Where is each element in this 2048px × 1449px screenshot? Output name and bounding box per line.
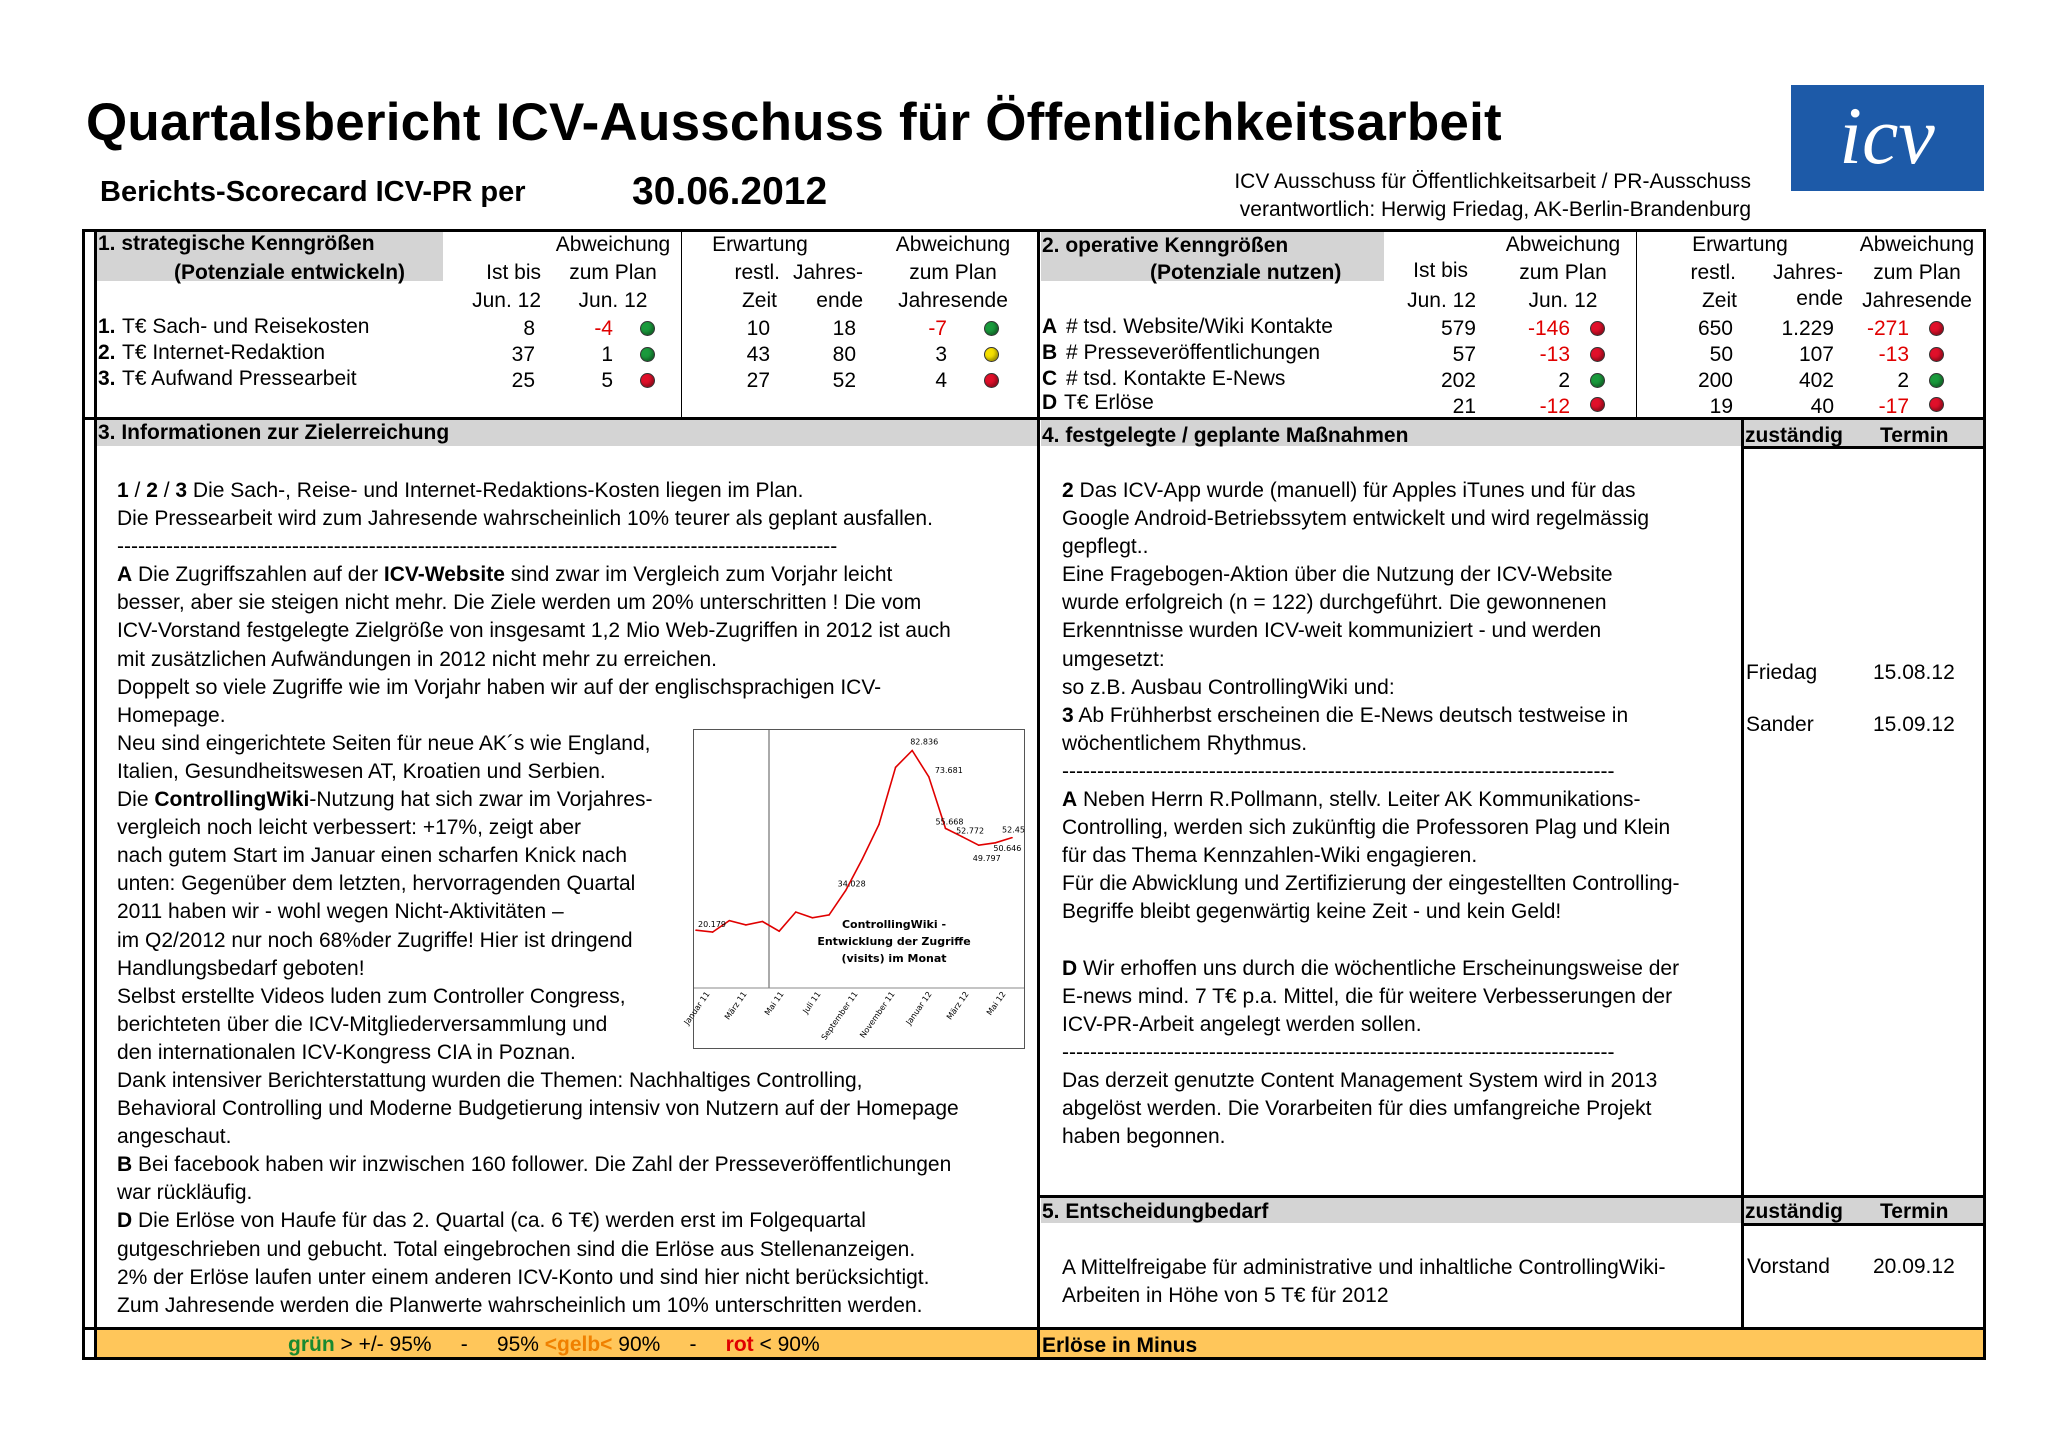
strategic-h-abwj-end: Jahresende: [898, 289, 1008, 312]
measures-title: 4. festgelegte / geplante Maßnahmen: [1042, 424, 1409, 447]
chart-title-line3: (visits) im Monat: [841, 952, 947, 965]
info-title: 3. Informationen zur Zielerreichung: [98, 421, 450, 444]
status-red-icon: [1590, 347, 1605, 362]
operative-h-ist-date: Jun. 12: [1407, 289, 1476, 312]
status-red-icon: [1590, 397, 1605, 412]
strategic-h-abw-date: Jun. 12: [578, 289, 648, 312]
status-red-icon: [984, 373, 999, 388]
chart-data-label: 20.179: [698, 920, 726, 930]
chart-point: [928, 776, 930, 778]
chart-point: [978, 844, 980, 846]
measures-text: 2 Das ICV-App wurde (manuell) für Apples iTunes und für das Google Android-Betriebssytem entwickelt und wird regelmässig gepflegt.. Eine Fragebogen-Aktion über die Nutzung der ICV-Website wurde erfolgreich (n = 122) durchgeführt. Die gewonnenen Erkenntnisse wurden ICV-weit kommuniziert - und werden umgesetzt: so z.B. Ausbau ControllingWiki und: 3 Ab Frühherbst erscheinen die E-News deutsch testweise in wöchentlichem Rhythmus. ------------------------------------------------------------------------------- A Neben Herrn R.Pollmann, stellv. Leiter AK Kommunikations- Controlling, werden sich zukünftig die Professoren Plag und Klein für das Thema Kennzahlen-Wiki engagieren. Für die Abwicklung und Zertifizierung der eingestellten Controlling- Begriffe bleibt gegenwärtig keine Zeit - und kein Geld! D Wir erhoffen uns durch die wöchentliche Erscheinungsweise der E-news mind. 7 T€ p.a. Mittel, die für weitere Verbesserungen der ICV-PR-Arbeit angelegt werden sollen. ------------------------------------------------------------------------------- Das derzeit genutzte Content Management System wird in 2013 abgelöst werden. Die Vorarbeiten für dies umfangreiche Projekt haben begonnen.: [1062, 479, 1680, 1149]
status-red-icon: [1929, 397, 1944, 412]
controllingwiki-line-chart: [682, 730, 1025, 1048]
chart-title-line1: ControllingWiki -: [841, 918, 947, 931]
chart-point: [911, 750, 913, 752]
chart-point: [762, 921, 764, 923]
chart-point: [828, 914, 830, 916]
legend-revenue-label: Erlöse in Minus: [1042, 1334, 1198, 1357]
svg-text:icv: icv: [1839, 90, 1935, 181]
chart-x-tick-label: Januar 11: [682, 989, 712, 1027]
icv-logo: [1791, 85, 1984, 191]
operative-h-abwj-plan: zum Plan: [1873, 261, 1961, 284]
status-green-icon: [984, 321, 999, 336]
measure-date-1: 15.08.12: [1873, 661, 1955, 684]
strategic-h-ist-date: Jun. 12: [472, 289, 541, 312]
operative-h-zeit: Zeit: [1701, 289, 1737, 312]
status-green-icon: [640, 321, 655, 336]
operative-subtitle: (Potenziale nutzen): [1150, 261, 1342, 284]
decision-col-date: Termin: [1880, 1200, 1949, 1223]
chart-data-label: 50.646: [993, 843, 1022, 853]
status-red-icon: [1929, 347, 1944, 362]
chart-point: [878, 824, 880, 826]
chart-x-tick-label: Juli 11: [801, 989, 823, 1016]
operative-h-ende: ende: [1796, 287, 1843, 310]
decision-resp: Vorstand: [1747, 1255, 1830, 1278]
status-green-icon: [1590, 373, 1605, 388]
strategic-h-ende: ende: [816, 289, 863, 312]
measures-col-resp: zuständig: [1745, 424, 1843, 447]
operative-h-ist: Ist bis: [1413, 259, 1468, 282]
chart-point: [961, 836, 963, 838]
chart-x-tick-label: März 11: [722, 989, 749, 1022]
strategic-h-abwj: Abweichung: [895, 233, 1011, 256]
operative-h-abwj: Abweichung: [1859, 233, 1975, 256]
strategic-h-abwj-plan: zum Plan: [909, 261, 997, 284]
chart-data-label: 55.668: [935, 817, 964, 827]
status-red-icon: [640, 373, 655, 388]
decision-date: 20.09.12: [1873, 1255, 1955, 1278]
measure-resp-2: Sander: [1746, 713, 1814, 736]
strategic-h-restl: restl.: [734, 261, 780, 284]
chart-point: [712, 931, 714, 933]
strategic-h-abw-plan: zum Plan: [569, 261, 657, 284]
status-green-icon: [640, 347, 655, 362]
chart-data-label: 49.797: [972, 854, 1001, 864]
chart-point: [845, 890, 847, 892]
strategic-h-erw: Erwartung: [712, 233, 808, 256]
chart-data-label: 73.681: [934, 765, 963, 775]
chart-point: [778, 930, 780, 932]
strategic-h-zeit: Zeit: [741, 289, 777, 312]
chart-point: [795, 911, 797, 913]
status-yellow-icon: [984, 347, 999, 362]
measure-resp-1: Friedag: [1746, 661, 1818, 684]
chart-x-tick-label: Mai 12: [984, 989, 1008, 1018]
chart-point: [895, 766, 897, 768]
operative-h-abw-plan: zum Plan: [1519, 261, 1607, 284]
chart-x-tick-label: November 11: [858, 989, 897, 1040]
strategic-h-abw: Abweichung: [555, 233, 671, 256]
chart-point: [1011, 837, 1013, 839]
info-text: 1 / 2 / 3 Die Sach-, Reise- und Internet-Redaktions-Kosten liegen im Plan. Die Pressearbeit wird zum Jahresende wahrscheinlich 10% teurer als geplant ausfallen. ------------------------------------------------------------------------------------------------------- A Die Zugriffszahlen auf der ICV-Website sind zwar im Vergleich zum Vorjahr leicht besser, aber sie steigen nicht mehr. Die Ziele werden um 20% unterschritten ! Die vom ICV-Vorstand festgelegte Zielgröße von insgesamt 1,2 Mio Web-Zugriffen in 2012 ist auch mit zusätzlichen Aufwändungen in 2012 nicht mehr zu erreichen. Doppelt so viele Zugriffe wie im Vorjahr haben wir auf der englischsprachigen ICV- Homepage. Neu sind eingerichtete Seiten für neue AK´s wie England, Italien, Gesundheitswesen AT, Kroatien und Serbien. Die ControllingWiki-Nutzung hat sich zwar im Vorjahres- vergleich noch leicht verbessert: +17%, zeigt aber nach gutem Start im Januar einen scharfen Knick nach unten: Gegenüber dem letzten, hervorragenden Quartal 2011 haben wir - wohl wegen Nicht-Aktivitäten – im Q2/2012 nur noch 68%der Zugriffe! Hier ist dringend Handlungsbedarf geboten! Selbst erstellte Videos luden zum Controller Congress, berichteten über die ICV-Mitgliederversammlung und den internationalen ICV-Kongress CIA in Poznan. Dank intensiver Berichterstattung wurden die Themen: Nachhaltiges Controlling, Behavioral Controlling und Moderne Budgetierung intensiv von Nutzern auf der Homepage angeschaut. B Bei facebook haben wir inzwischen 160 follower. Die Zahl der Presseveröffentlichungen war rückläufig. D Die Erlöse von Haufe für das 2. Quartal (ca. 6 T€) werden erst im Folgequartal gutgeschrieben und gebucht. Total eingebrochen sind die Erlöse aus Stellenanzeigen. 2% der Erlöse laufen unter einem anderen ICV-Konto und sind hier nicht berücksichtigt. Zum Jahresende werden die Planwerte wahrscheinlich um 10% unterschritten werden.: [117, 479, 959, 1317]
status-red-icon: [1590, 321, 1605, 336]
decision-col-resp: zuständig: [1745, 1200, 1843, 1223]
chart-point: [745, 924, 747, 926]
chart-data-label: 52.772: [956, 826, 985, 836]
operative-h-restl: restl.: [1690, 261, 1736, 284]
status-green-icon: [1929, 373, 1944, 388]
responsible-info: ICV Ausschuss für Öffentlichkeitsarbeit / PR-Ausschuss verantwortlich: Herwig Friedag, AK-Berlin-Brandenburg: [1234, 170, 1751, 221]
report-date: 30.06.2012: [632, 170, 828, 213]
chart-point: [695, 929, 697, 931]
chart-x-tick-label: Mai 11: [762, 989, 786, 1018]
chart-point: [728, 920, 730, 922]
chart-data-label: 34.028: [837, 879, 866, 889]
chart-point: [862, 858, 864, 860]
measures-col-date: Termin: [1880, 424, 1949, 447]
strategic-subtitle: (Potenziale entwickeln): [174, 261, 406, 284]
decision-title: 5. Entscheidungbedarf: [1042, 1200, 1269, 1223]
chart-point: [945, 828, 947, 830]
chart-x-tick-label: September 11: [819, 989, 860, 1042]
chart-series-line: [696, 751, 1012, 933]
strategic-title: 1. strategische Kenngrößen: [98, 232, 375, 255]
page-title: Quartalsbericht ICV-Ausschuss für Öffentlichkeitsarbeit: [86, 93, 1502, 152]
chart-title-line2: Entwicklung der Zugriffe: [817, 935, 971, 948]
operative-h-abw: Abweichung: [1505, 233, 1621, 256]
status-legend: grün > +/- 95% - 95% <gelb< 90% - rot < 90%: [288, 1333, 820, 1356]
operative-h-jahr: Jahres-: [1772, 261, 1843, 284]
decision-text: A Mittelfreigabe für administrative und inhaltliche ControllingWiki- Arbeiten in Höhe von 5 T€ für 2012: [1062, 1256, 1666, 1308]
strategic-h-ist: Ist bis: [486, 261, 541, 284]
chart-data-label: 52.45: [1002, 825, 1025, 835]
chart-point: [812, 917, 814, 919]
measure-date-2: 15.09.12: [1873, 713, 1955, 736]
operative-h-abw-date: Jun. 12: [1528, 289, 1598, 312]
operative-h-erw: Erwartung: [1692, 233, 1788, 256]
scorecard-label: Berichts-Scorecard ICV-PR per: [100, 176, 526, 208]
strategic-h-jahr: Jahres-: [792, 261, 863, 284]
chart-x-tick-label: Januar 12: [904, 989, 934, 1027]
chart-data-label: 82.836: [910, 737, 939, 747]
controllingwiki-chart: [682, 729, 1025, 1049]
operative-title: 2. operative Kenngrößen: [1042, 234, 1289, 257]
chart-x-tick-label: März 12: [944, 989, 971, 1022]
operative-h-abwj-end: Jahresende: [1862, 289, 1972, 312]
status-red-icon: [1929, 321, 1944, 336]
